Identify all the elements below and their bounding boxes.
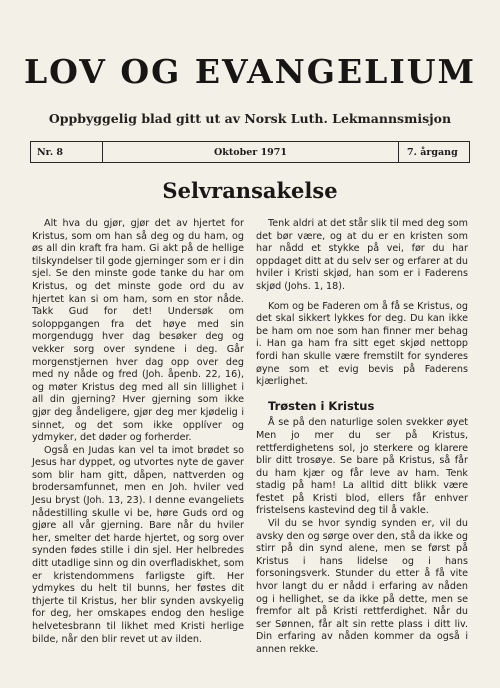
- article-paragraph: Tenk aldri at det står slik til med deg som det bør være, og at du er en kristen som har nådd et stykke på vei, før du har oppdaget ditt at du selv ser og erfarer at du hviler i Kristi skjød, han som er i Faderens skjød (Johs. 1, 18).: [256, 218, 468, 292]
- issue-date: Oktober 1971: [213, 146, 288, 158]
- article-paragraph: Også en Judas kan vel ta imot brødet so Jesus har dyppet, og utvortes nyte de gaver som blir ham gitt, dåpen, nattverden og brodersamfunnet, men en Joh. hviler ved Jesu bryst (Joh. 13, 23). I denne evangeliets nådestilling skulle vi be, høre Guds ord og gjøre all vår gjerning. Bare når du hviler her, smelter det harde hjertet, og sorg over synden fødes stille i din sjel. Her helbredes ditt utadlige sinn og din overfladiskhet, som er kristendommens farligste gift. Her ydmykes du helt til bunns, her føstes dit thjerte til Kristus, her blir synden avskyelig for deg, her omskapes endog den heslige helvetesbrann til likhet med Kristi herlige bilde, når den blir revet ut av ilden.: [32, 444, 244, 645]
- issue-volume: 7. årgang: [398, 142, 469, 162]
- section-subheading: Trøsten i Kristus: [268, 398, 375, 413]
- article-column-right: [256, 218, 468, 657]
- article-paragraph: Vil du se hvor syndig synden er, vil du avsky den og sørge over den, stå da ikke og stirr på din synd alene, men se først på Kristus i hans lidelse og i hans forsoningsverk. Stunder du etter å få vite hvor langt du er nådd i erfaring av nåden og i hellighet, se da ikke på dette, men se fremfor alt på Kristi rettferdighet. Når du ser Sønnen, får alt sin rette plass i ditt liv. Din erfaring av nåden kommer da også i annen rekke.: [256, 518, 468, 655]
- article-column-left: [32, 218, 244, 646]
- issue-number: Nr. 8: [31, 142, 103, 162]
- article-paragraph: Å se på den naturlige solen svekker øyet Men jo mer du ser på Kristus, rettferdighetens sol, jo sterkere og klarere blir ditt trosøye. Se bare på Kristus, så får du ham kjær og får leve av ham. Tenk stadig på ham! La alltid ditt blikk være festet på Kristi blod, ellers får enhver fristelsens kastevind deg til å vakle.: [256, 417, 468, 517]
- article-title: Selvransakelse: [162, 178, 338, 203]
- issue-info-bar: [30, 141, 470, 163]
- article-paragraph: Kom og be Faderen om å få se Kristus, og det skal sikkert lykkes for deg. Du kan ikke be ham om noe som han finner mer behag i. Han ga ham fra sitt eget skjød nettopp fordi han skulle være fremstilt for synderes øyne som et evig bevis på Faderens kjærlighet.: [256, 300, 468, 388]
- masthead-subtitle: Oppbyggelig blad gitt ut av Norsk Luth. Lekmannsmisjon: [48, 111, 452, 126]
- masthead-title: LOV OG EVANGELIUM: [23, 52, 477, 91]
- article-paragraph: Alt hva du gjør, gjør det av hjertet for Kristus, som om han så deg og du ham, og øs all din kraft fra ham. Gi akt på de hellige tilskyndelser til gode gjerninger som er i din sjel. Se den minste gode tanke du har om Kristus, og det minste gode ord du av hjertet kan si om ham, som en stor nåde. Takk Gud for det! Undersøk om soloppgangen fra det høye med sin morgendugg hver dag besøker deg og vekker sorg over syndene i deg. Går morgenstjernen hver dag opp over deg med ny nåde og fred (Joh. åpenb. 22, 16), og møter Kristus deg med all sin lillighet i all din gjerning? Hver gjerning som ikke gjør deg åndeligere, gjør deg mer kjødelig i sinnet, og det som ikke opplíver og ydmyker, det døder og forherder.: [32, 218, 244, 444]
